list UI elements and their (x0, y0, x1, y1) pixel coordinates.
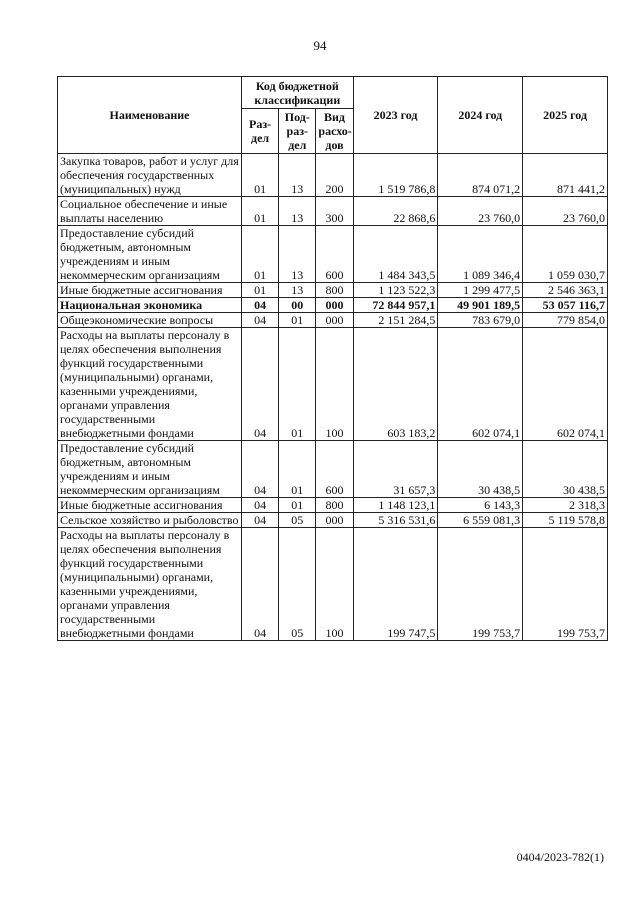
row-name: Закупка товаров, работ и услуг для обеспечения государственных (муниципальных) нужд (58, 154, 242, 197)
row-value-2025: 2 318,3 (523, 498, 608, 513)
row-name: Социальное обеспечение и иные выплаты населению (58, 197, 242, 226)
row-value-2024: 30 438,5 (438, 441, 523, 498)
row-subsection: 13 (279, 197, 316, 226)
header-name: Наименование (58, 77, 242, 154)
row-value-2023: 1 123 522,3 (353, 283, 438, 298)
row-value-2025: 30 438,5 (523, 441, 608, 498)
row-name: Предоставление субсидий бюджетным, автономным учреждениям и иным некоммерческим организациям (58, 441, 242, 498)
row-value-2025: 602 074,1 (523, 328, 608, 441)
row-name: Сельское хозяйство и рыболовство (58, 513, 242, 528)
row-value-2025: 199 753,7 (523, 528, 608, 641)
row-value-2023: 1 484 343,5 (353, 226, 438, 283)
row-section: 04 (242, 328, 279, 441)
row-value-2024: 602 074,1 (438, 328, 523, 441)
row-subsection: 01 (279, 328, 316, 441)
budget-table (57, 76, 608, 641)
row-section: 04 (242, 313, 279, 328)
row-section: 01 (242, 283, 279, 298)
row-value-2025: 1 059 030,7 (523, 226, 608, 283)
table-row (58, 513, 608, 528)
row-value-2025: 871 441,2 (523, 154, 608, 197)
row-section: 01 (242, 154, 279, 197)
row-expense-type: 000 (316, 298, 353, 313)
row-expense-type: 100 (316, 328, 353, 441)
row-value-2023: 72 844 957,1 (353, 298, 438, 313)
row-expense-type: 000 (316, 313, 353, 328)
row-expense-type: 600 (316, 226, 353, 283)
row-value-2024: 23 760,0 (438, 197, 523, 226)
document-code: 0404/2023-782(1) (516, 850, 604, 864)
table-row (58, 226, 608, 283)
row-name: Расходы на выплаты персоналу в целях обеспечения выполнения функций государственными (муниципальными) органами, казенными учреждениями, органами управления государственными внебюджетными фондами (58, 328, 242, 441)
row-value-2024: 783 679,0 (438, 313, 523, 328)
row-value-2025: 779 854,0 (523, 313, 608, 328)
row-name: Иные бюджетные ассигнования (58, 498, 242, 513)
header-expense-type: Вид расхо-дов (316, 109, 353, 154)
row-expense-type: 200 (316, 154, 353, 197)
table-row (58, 328, 608, 441)
row-value-2024: 1 089 346,4 (438, 226, 523, 283)
header-year-2025: 2025 год (523, 77, 608, 154)
header-year-2023: 2023 год (353, 77, 438, 154)
row-name: Иные бюджетные ассигнования (58, 283, 242, 298)
table-row (58, 283, 608, 298)
row-value-2023: 5 316 531,6 (353, 513, 438, 528)
row-value-2025: 23 760,0 (523, 197, 608, 226)
row-section: 04 (242, 528, 279, 641)
row-value-2024: 49 901 189,5 (438, 298, 523, 313)
row-value-2023: 1 148 123,1 (353, 498, 438, 513)
row-section: 01 (242, 226, 279, 283)
row-name: Расходы на выплаты персоналу в целях обеспечения выполнения функций государственными (муниципальными) органами, казенными учреждениями, органами управления государственными внебюджетными фондами (58, 528, 242, 641)
row-subsection: 01 (279, 441, 316, 498)
table-row (58, 298, 608, 313)
row-section: 01 (242, 197, 279, 226)
table-row (58, 154, 608, 197)
row-value-2024: 6 559 081,3 (438, 513, 523, 528)
table-row (58, 498, 608, 513)
row-value-2023: 1 519 786,8 (353, 154, 438, 197)
row-value-2024: 199 753,7 (438, 528, 523, 641)
row-section: 04 (242, 513, 279, 528)
row-section: 04 (242, 441, 279, 498)
row-expense-type: 800 (316, 498, 353, 513)
table-row (58, 313, 608, 328)
row-expense-type: 300 (316, 197, 353, 226)
row-value-2023: 2 151 284,5 (353, 313, 438, 328)
header-section: Раз-дел (242, 109, 279, 154)
row-subsection: 13 (279, 226, 316, 283)
header-subsection: Под-раз-дел (279, 109, 316, 154)
row-subsection: 05 (279, 528, 316, 641)
row-value-2024: 874 071,2 (438, 154, 523, 197)
row-subsection: 01 (279, 498, 316, 513)
row-expense-type: 100 (316, 528, 353, 641)
row-subsection: 05 (279, 513, 316, 528)
row-value-2023: 22 868,6 (353, 197, 438, 226)
row-subsection: 13 (279, 283, 316, 298)
table-header (58, 77, 608, 154)
row-value-2024: 1 299 477,5 (438, 283, 523, 298)
table-row (58, 441, 608, 498)
row-value-2023: 31 657,3 (353, 441, 438, 498)
row-expense-type: 000 (316, 513, 353, 528)
table-body (58, 154, 608, 641)
row-subsection: 00 (279, 298, 316, 313)
row-name: Предоставление субсидий бюджетным, автономным учреждениям и иным некоммерческим организациям (58, 226, 242, 283)
row-value-2023: 199 747,5 (353, 528, 438, 641)
header-year-2024: 2024 год (438, 77, 523, 154)
row-subsection: 01 (279, 313, 316, 328)
row-value-2024: 6 143,3 (438, 498, 523, 513)
row-value-2025: 53 057 116,7 (523, 298, 608, 313)
row-expense-type: 800 (316, 283, 353, 298)
row-value-2025: 5 119 578,8 (523, 513, 608, 528)
page-number: 94 (313, 38, 327, 53)
row-expense-type: 600 (316, 441, 353, 498)
table-row (58, 528, 608, 641)
table-row (58, 197, 608, 226)
row-name: Общеэкономические вопросы (58, 313, 242, 328)
row-section: 04 (242, 498, 279, 513)
row-subsection: 13 (279, 154, 316, 197)
row-name: Национальная экономика (58, 298, 242, 313)
header-code-group: Код бюджетной классификации (242, 77, 354, 109)
row-value-2025: 2 546 363,1 (523, 283, 608, 298)
row-value-2023: 603 183,2 (353, 328, 438, 441)
row-section: 04 (242, 298, 279, 313)
